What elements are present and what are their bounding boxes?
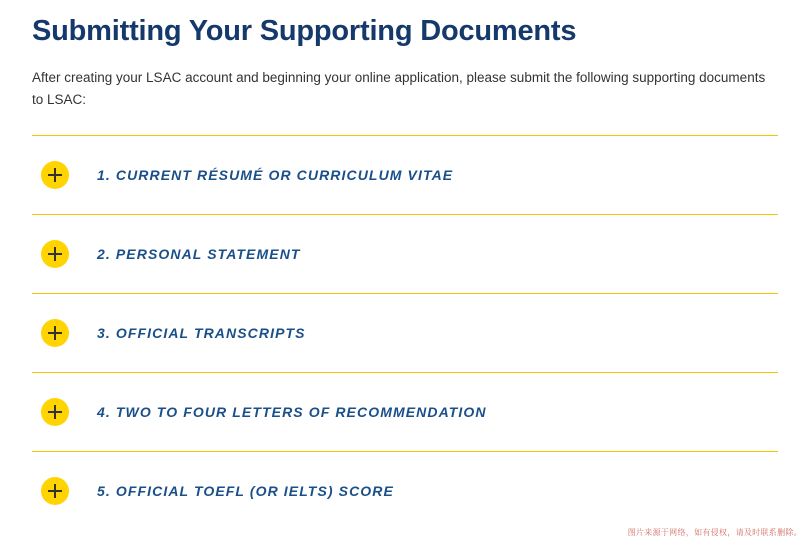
accordion-item-letters-of-recommendation[interactable] <box>32 372 778 451</box>
accordion-item-official-transcripts[interactable] <box>32 293 778 372</box>
intro-paragraph: After creating your LSAC account and beginning your online application, please submit the following supporting documents to LSAC: <box>32 69 766 108</box>
accordion-item-toefl-score[interactable] <box>32 451 778 530</box>
accordion-item-label: 3. OFFICIAL TRANSCRIPTS <box>97 325 306 342</box>
accordion-item-label: 5. OFFICIAL TOEFL (OR IELTS) SCORE <box>97 483 394 500</box>
supporting-documents-accordion <box>32 135 778 530</box>
accordion-item-label: 1. CURRENT RÉSUMÉ OR CURRICULUM VITAE <box>97 167 454 184</box>
plus-icon[interactable] <box>41 319 69 347</box>
accordion-item-personal-statement[interactable] <box>32 214 778 293</box>
accordion-item-resume[interactable] <box>32 135 778 214</box>
plus-icon[interactable] <box>41 240 69 268</box>
plus-icon[interactable] <box>41 161 69 189</box>
page-title: Submitting Your Supporting Documents <box>32 15 577 47</box>
accordion-item-label: 4. TWO TO FOUR LETTERS OF RECOMMENDATION <box>97 404 487 421</box>
document-page <box>0 14 810 540</box>
watermark-text: 图片来源于网络，如有侵权，请及时联系删除。 <box>627 528 802 537</box>
accordion-item-label: 2. PERSONAL STATEMENT <box>97 246 301 263</box>
plus-icon[interactable] <box>41 477 69 505</box>
plus-icon[interactable] <box>41 398 69 426</box>
